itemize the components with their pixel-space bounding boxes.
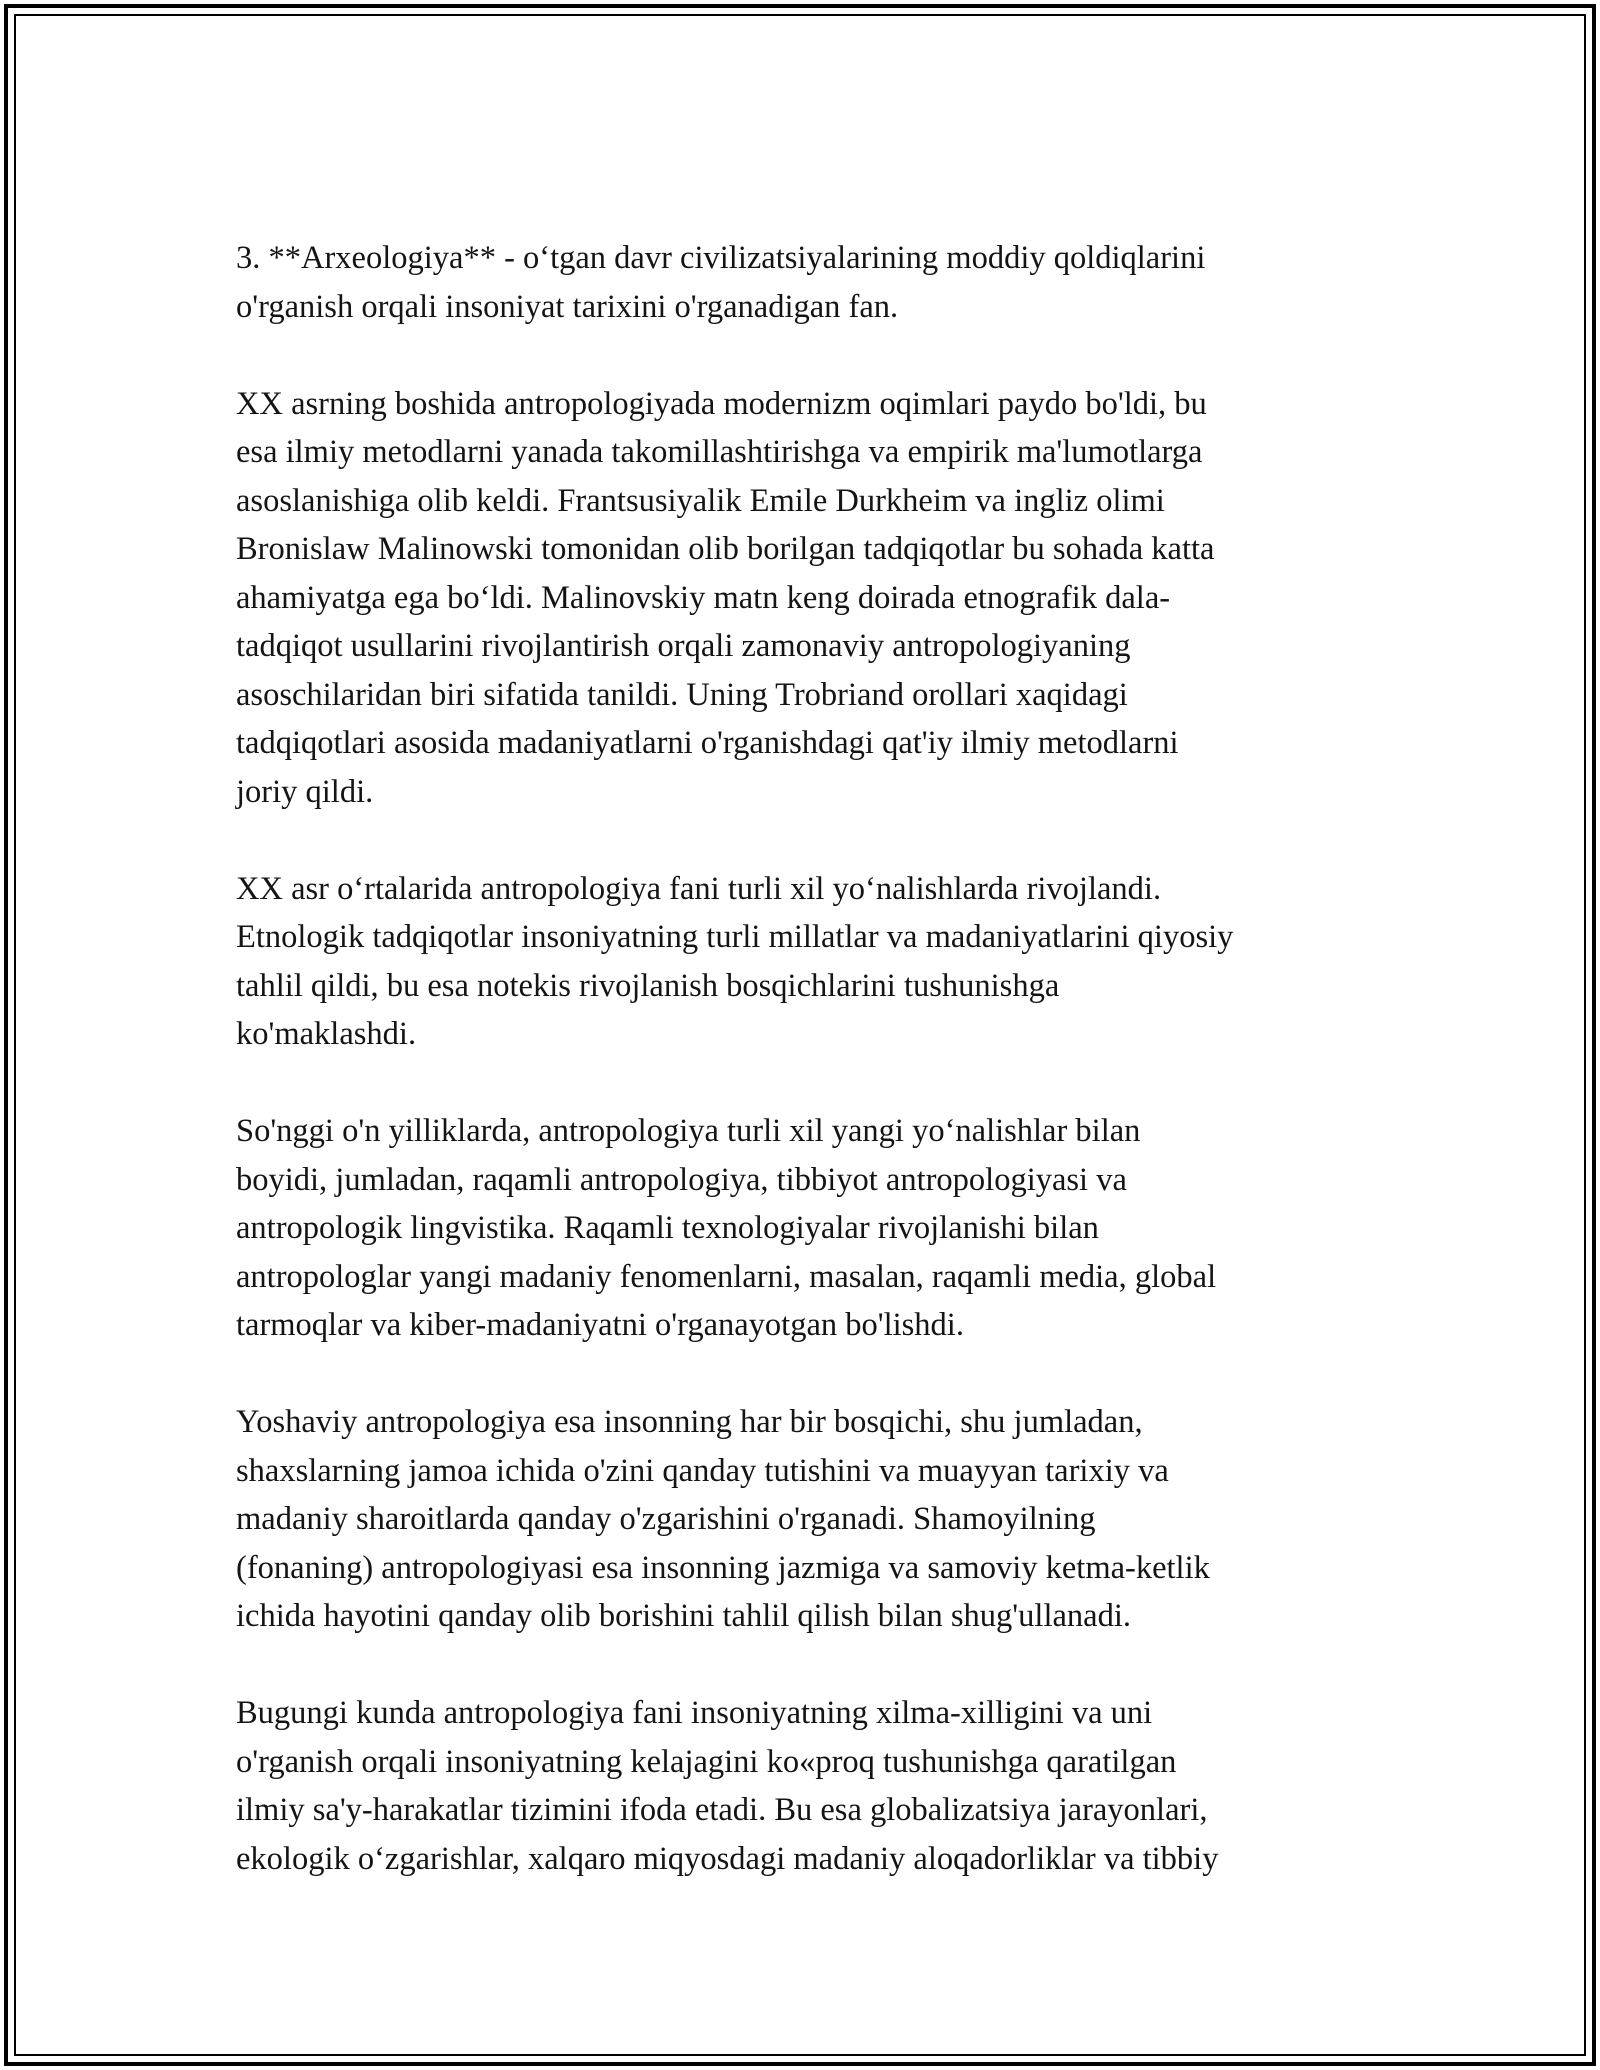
paragraph-recent-decades: So'nggi o'n yilliklarda, antropologiya turli xil yangi yo‘nalishlar bilan boyidi, jumladan, raqamli antropologiya, tibbiyot antropologiyasi va antropologik lingvistika. Raqamli texnologiyalar rivojlanishi bilan antropologlar yangi madaniy fenomenlarni, masalan, raqamli media, global tarmoqlar va kiber-madaniyatni o'rganayotgan bo'lishdi. <box>236 1113 1217 1343</box>
paragraph-mid-20th-century: XX asr o‘rtalarida antropologiya fani turli xil yo‘nalishlarda rivojlandi. Etnologik tadqiqotlar insoniyatning turli millatlar va madaniyatlarini qiyosiy tahlil qildi, bu esa notekis rivojlanish bosqichlarini tushunishga ko'maklashdi. <box>236 870 1234 1052</box>
paragraph-today: Bugungi kunda antropologiya fani insoniyatning xilma-xilligini va uni o'rganish orqali insoniyatning kelajagini ko«proq tushunishga qaratilgan ilmiy sa'y-harakatlar tizimini ifoda etadi. Bu esa globalizatsiya jarayonlari, ekologik o‘zgarishlar, xalqaro miqyosdagi madaniy aloqadorliklar va tibbiy <box>236 1695 1219 1877</box>
paragraph-archaeology: 3. **Arxeologiya** - o‘tgan davr civilizatsiyalarining moddiy qoldiqlarini o'rganish orqali insoniyat tarixini o'rganadigan fan. <box>236 240 1206 325</box>
paragraph-age-anthropology: Yoshaviy antropologiya esa insonning har bir bosqichi, shu jumladan, shaxslarning jamoa ichida o'zini qanday tutishini va muayyan tarixiy va madaniy sharoitlarda qanday o'zgarishini o'rganadi. Shamoyilning (fonaning) antropologiyasi esa insonning jazmiga va samoviy ketma-ketlik ichida hayotini qanday olib borishini tahlil qilish bilan shug'ullanadi. <box>236 1404 1210 1634</box>
document-body <box>236 234 1381 1932</box>
paragraph-early-20th-century: XX asrning boshida antropologiyada modernizm oqimlari paydo bo'ldi, bu esa ilmiy metodlarni yanada takomillashtirishga va empirik ma'lumotlarga asoslanishiga olib keldi. Frantsusiyalik Emile Durkheim va ingliz olimi Bronislaw Malinowski tomonidan olib borilgan tadqiqotlar bu sohada katta ahamiyatga ega bo‘ldi. Malinovskiy matn keng doirada etnografik dala- tadqiqot usullarini rivojlantirish orqali zamonaviy antropologiyaning asoschilaridan biri sifatida tanildi. Uning Trobriand orollari xaqidagi tadqiqotlari asosida madaniyatlarni o'rganishdagi qat'iy ilmiy metodlarni joriy qildi. <box>236 385 1215 810</box>
